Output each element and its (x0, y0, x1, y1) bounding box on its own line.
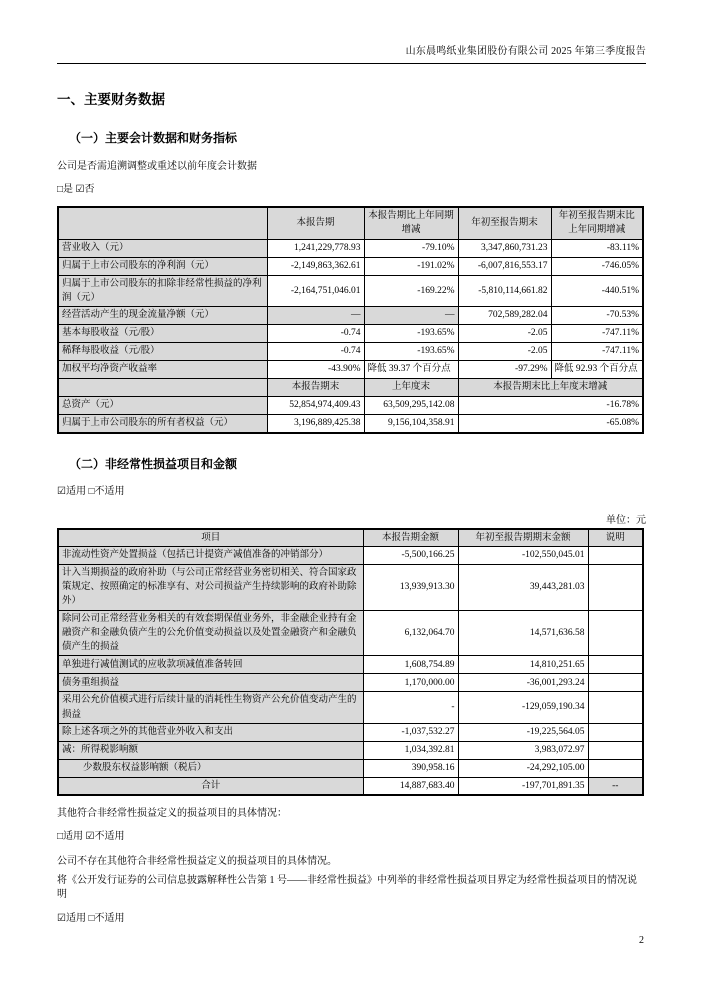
document-title: 山东晨鸣纸业集团股份有限公司 2025 年第三季度报告 (405, 46, 646, 57)
value-cell: -2,164,751,046.01 (267, 275, 364, 307)
table-row (58, 610, 643, 656)
note-line-1: 其他符合非经常性损益定义的损益项目的具体情况： (57, 808, 287, 820)
header-cell: 年初至报告期期末金额 (458, 529, 588, 547)
value-cell: -193.65% (364, 343, 458, 361)
value-cell: 14,887,683.40 (363, 777, 458, 795)
row-label: 计入当期损益的政府补助（与公司正常经营业务密切相关、符合国家政策规定、按照确定的标准享有、对公司损益产生持续影响的政府补助除外） (58, 564, 363, 610)
table-row (58, 564, 643, 610)
row-label: 采用公允价值模式进行后续计量的消耗性生物资产公允价值变动产生的损益 (58, 692, 363, 724)
unit-label: 单位：元 (606, 514, 646, 526)
value-cell: -97.29% (458, 361, 551, 379)
non-recurring-items-table (57, 528, 644, 797)
table-row (58, 325, 643, 343)
row-label: 总资产（元） (58, 397, 267, 415)
note-cell (588, 674, 643, 692)
row-label: 归属于上市公司股东的所有者权益（元） (58, 415, 267, 433)
note-cell (588, 546, 643, 564)
value-cell: 39,443,281.03 (458, 564, 588, 610)
table-header-row-2 (58, 379, 643, 397)
note-cell (588, 692, 643, 724)
restatement-question: 公司是否需追溯调整或重述以前年度会计数据 (57, 161, 257, 172)
checkbox-applicable: ☑适用 (57, 485, 86, 497)
value-cell: -0.74 (267, 343, 364, 361)
row-label: 单独进行减值测试的应收款项减值准备转回 (58, 656, 363, 674)
note-cell (588, 610, 643, 656)
table-row (58, 343, 643, 361)
row-label: 除上述各项之外的其他营业外收入和支出 (58, 723, 363, 741)
value-cell: 3,196,889,425.38 (267, 415, 364, 433)
note-cell: -- (588, 777, 643, 795)
checkbox-no: ☑否 (75, 184, 95, 195)
value-cell: 1,241,229,778.93 (267, 239, 364, 257)
value-cell: -16.78% (458, 397, 643, 415)
header-cell (58, 379, 267, 397)
subsection-heading-2: （二）非经常性损益项目和金额 (69, 456, 238, 471)
table-row (58, 257, 643, 275)
checkbox-yes: □是 (57, 184, 74, 195)
value-cell: 63,509,295,142.08 (364, 397, 458, 415)
table-header-row (58, 207, 643, 239)
value-cell: -2,149,863,362.61 (267, 257, 364, 275)
value-cell: 702,589,282.04 (458, 307, 551, 325)
page-number: 2 (639, 935, 644, 946)
table-row (58, 239, 643, 257)
value-cell: 6,132,064.70 (363, 610, 458, 656)
value-cell: -36,001,293.24 (458, 674, 588, 692)
value-cell: -19,225,564.05 (458, 723, 588, 741)
checkbox-not-applicable: □不适用 (88, 485, 125, 497)
subsection-heading-1: （一）主要会计数据和财务指标 (69, 131, 238, 145)
header-cell: 说明 (588, 529, 643, 547)
value-cell: 52,854,974,409.43 (267, 397, 364, 415)
table-row (58, 723, 643, 741)
table-header-row (58, 529, 643, 547)
value-cell: -65.08% (458, 415, 643, 433)
value-cell: -193.65% (364, 325, 458, 343)
note-cell (588, 741, 643, 759)
table-row (58, 692, 643, 724)
value-cell: 降低 39.37 个百分点 (364, 361, 458, 379)
table-row (58, 674, 643, 692)
table-row (58, 759, 643, 777)
row-label: 少数股东权益影响额（税后） (58, 759, 363, 777)
row-label: 基本每股收益（元/股） (58, 325, 267, 343)
value-cell: -747.11% (551, 325, 643, 343)
checkbox-not-applicable: ☑不适用 (85, 831, 125, 843)
note-line-3: 将《公开发行证券的公司信息披露解释性公告第 1 号——非经常性损益》中列举的非经常性损益项目界定为经常性损益项目的情况说明 (57, 875, 637, 901)
value-cell: 1,170,000.00 (363, 674, 458, 692)
value-cell: -83.11% (551, 239, 643, 257)
value-cell: -6,007,816,553.17 (458, 257, 551, 275)
row-label: 稀释每股收益（元/股） (58, 343, 267, 361)
value-cell: 14,810,251.65 (458, 656, 588, 674)
value-cell: -79.10% (364, 239, 458, 257)
value-cell: 9,156,104,358.91 (364, 415, 458, 433)
value-cell: 3,983,072.97 (458, 741, 588, 759)
table-row (58, 656, 643, 674)
value-cell: 1,034,392.81 (363, 741, 458, 759)
table-row (58, 741, 643, 759)
value-cell: -1,037,532.27 (363, 723, 458, 741)
restatement-checkboxes (57, 183, 646, 197)
value-cell: 1,608,754.89 (363, 656, 458, 674)
value-cell: -5,500,166.25 (363, 546, 458, 564)
table-row (58, 415, 643, 433)
value-cell: — (267, 307, 364, 325)
header-cell: 本报告期金额 (363, 529, 458, 547)
value-cell: -0.74 (267, 325, 364, 343)
value-cell: 13,939,913.30 (363, 564, 458, 610)
value-cell: - (363, 692, 458, 724)
document-header (57, 42, 646, 64)
value-cell: -197,701,891.35 (458, 777, 588, 795)
value-cell: -43.90% (267, 361, 364, 379)
header-cell: 年初至报告期末比上年同期增减 (551, 207, 643, 239)
checkbox-applicable: □适用 (57, 831, 84, 843)
row-label: 归属于上市公司股东的净利润（元） (58, 257, 267, 275)
value-cell: -191.02% (364, 257, 458, 275)
total-label: 合计 (58, 777, 363, 795)
section-heading-main: 一、主要财务数据 (57, 92, 165, 107)
row-label: 非流动性资产处置损益（包括已计提资产减值准备的冲销部分） (58, 546, 363, 564)
header-cell: 本报告期比上年同期增减 (364, 207, 458, 239)
row-label: 加权平均净资产收益率 (58, 361, 267, 379)
header-cell: 年初至报告期末 (458, 207, 551, 239)
header-cell (58, 207, 267, 239)
table-row (58, 307, 643, 325)
header-cell: 项目 (58, 529, 363, 547)
value-cell: -440.51% (551, 275, 643, 307)
value-cell: -102,550,045.01 (458, 546, 588, 564)
note-cell (588, 759, 643, 777)
checkbox-applicable: ☑适用 (57, 913, 86, 925)
value-cell: -2.05 (458, 343, 551, 361)
value-cell: 14,571,636.58 (458, 610, 588, 656)
row-label: 经营活动产生的现金流量净额（元） (58, 307, 267, 325)
row-label: 归属于上市公司股东的扣除非经常性损益的净利润（元） (58, 275, 267, 307)
note-line-2: 公司不存在其他符合非经常性损益定义的损益项目的具体情况。 (57, 856, 337, 868)
table-total-row (58, 777, 643, 795)
row-label: 营业收入（元） (58, 239, 267, 257)
note-cell (588, 656, 643, 674)
value-cell: 降低 92.93 个百分点 (551, 361, 643, 379)
value-cell: -129,059,190.34 (458, 692, 588, 724)
row-label: 减：所得税影响额 (58, 741, 363, 759)
note-checkboxes-1 (57, 830, 646, 844)
value-cell: -24,292,105.00 (458, 759, 588, 777)
header-cell: 本报告期末 (267, 379, 364, 397)
row-label: 债务重组损益 (58, 674, 363, 692)
table-row (58, 275, 643, 307)
value-cell: 390,958.16 (363, 759, 458, 777)
value-cell: — (364, 307, 458, 325)
note-checkboxes-2 (57, 912, 646, 926)
value-cell: 3,347,860,731.23 (458, 239, 551, 257)
value-cell: -169.22% (364, 275, 458, 307)
footer-notes (57, 807, 646, 926)
value-cell: -70.53% (551, 307, 643, 325)
note-cell (588, 723, 643, 741)
table-row (58, 361, 643, 379)
table-row (58, 397, 643, 415)
header-cell: 上年度末 (364, 379, 458, 397)
value-cell: -5,810,114,661.82 (458, 275, 551, 307)
value-cell: -747.11% (551, 343, 643, 361)
note-cell (588, 564, 643, 610)
header-cell: 本报告期末比上年度末增减 (458, 379, 643, 397)
applicability-checkboxes (57, 485, 646, 499)
value-cell: -746.05% (551, 257, 643, 275)
header-cell: 本报告期 (267, 207, 364, 239)
value-cell: -2.05 (458, 325, 551, 343)
key-financials-table (57, 206, 644, 434)
table-row (58, 546, 643, 564)
checkbox-not-applicable: □不适用 (88, 913, 125, 925)
row-label: 除同公司正常经营业务相关的有效套期保值业务外，非金融企业持有金融资产和金融负债产生的公允价值变动损益以及处置金融资产和金融负债产生的损益 (58, 610, 363, 656)
